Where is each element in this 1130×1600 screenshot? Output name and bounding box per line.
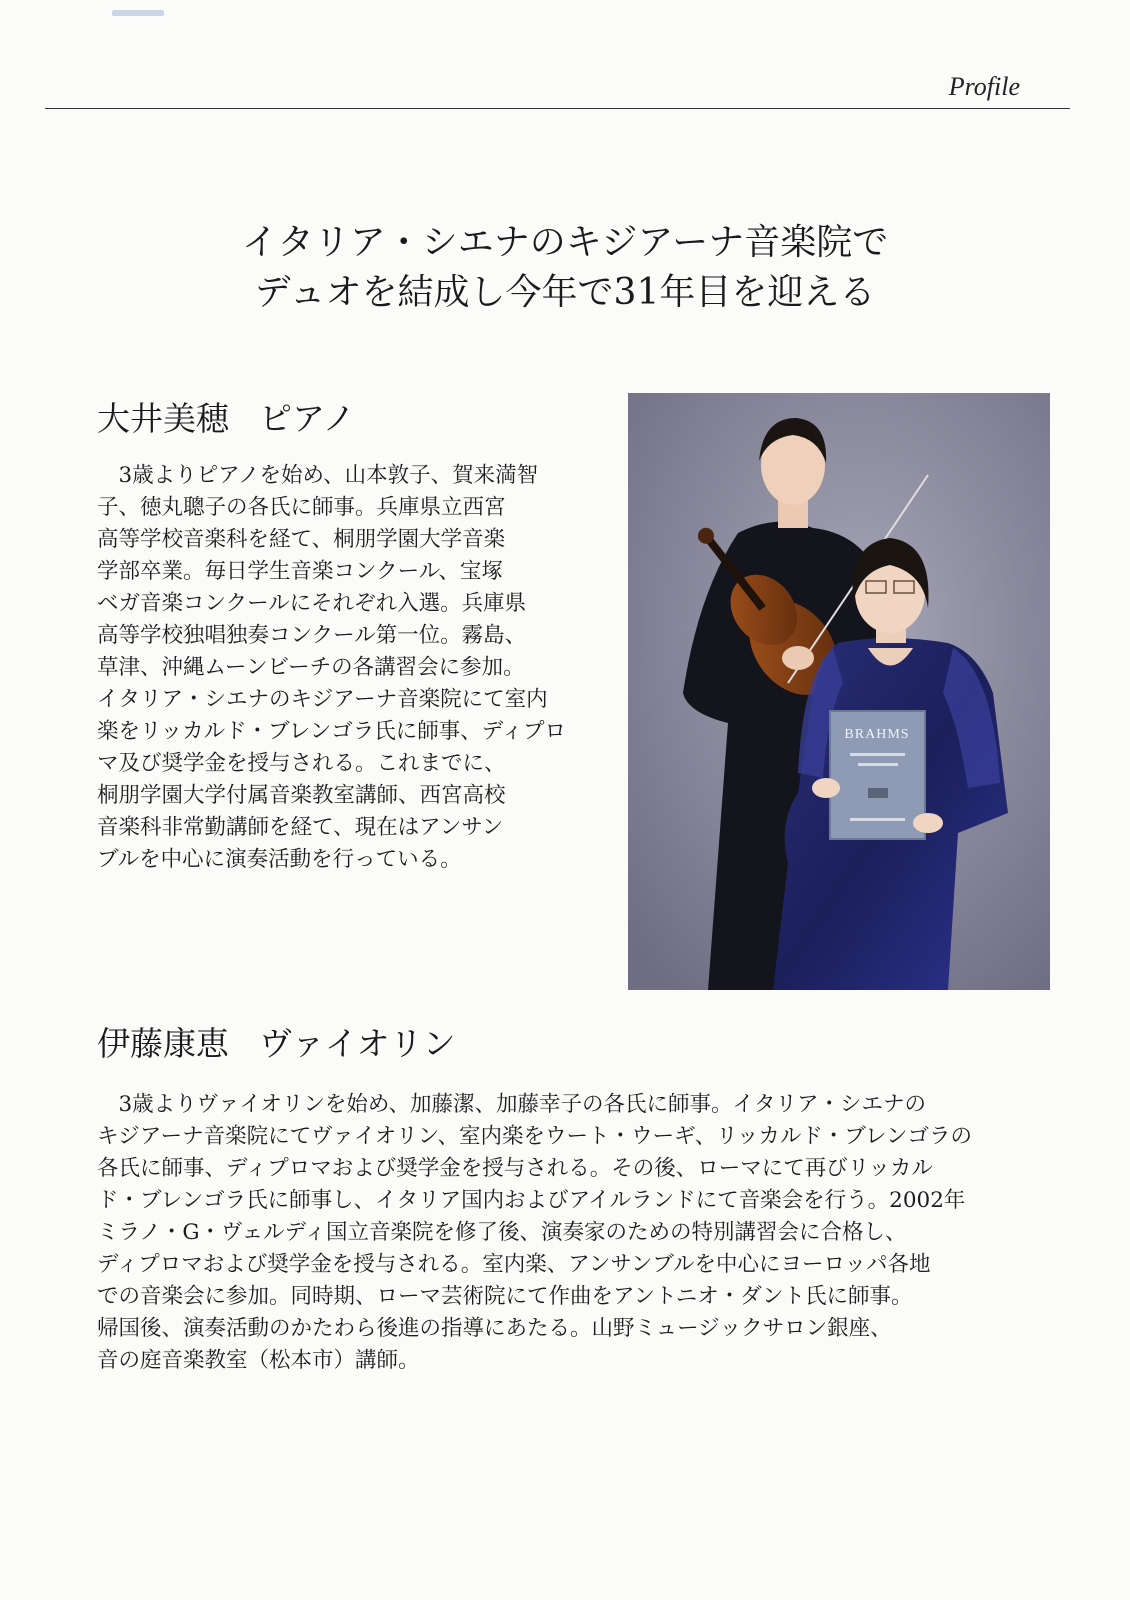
pianist-bio	[97, 460, 566, 876]
bio-line: ブルを中心に演奏活動を行っている。	[97, 847, 462, 872]
bio-line: イタリア・シエナのキジアーナ音楽院にて室内	[97, 687, 548, 712]
bio-line: 3歳よりヴァイオリンを始め、加藤潔、加藤幸子の各氏に師事。イタリア・シエナの	[97, 1092, 926, 1117]
bio-line: 高等学校音楽科を経て、桐朋学園大学音楽	[97, 527, 506, 552]
bio-line: 草津、沖縄ムーンビーチの各講習会に参加。	[97, 655, 525, 680]
book-title: BRAHMS	[844, 727, 910, 742]
headline	[0, 218, 1130, 318]
bio-line: 学部卒業。毎日学生音楽コンクール、宝塚	[97, 559, 503, 584]
bio-line: 3歳よりピアノを始め、山本敦子、賀来満智	[97, 463, 539, 488]
bio-line: ディプロマおよび奨学金を授与される。室内楽、アンサンブルを中心にヨーロッパ各地	[97, 1252, 931, 1277]
bio-line: 高等学校独唱独奏コンクール第一位。霧島、	[97, 623, 527, 648]
bio-line: ベガ音楽コンクールにそれぞれ入選。兵庫県	[97, 591, 527, 616]
bio-line: 音の庭音楽教室（松本市）講師。	[97, 1348, 420, 1373]
violinist-role: ヴァイオリン	[259, 1024, 456, 1063]
duo-photo	[628, 393, 1050, 990]
bio-line: ミラノ・G・ヴェルディ国立音楽院を修了後、演奏家のための特別講習会に合格し、	[97, 1220, 907, 1245]
headline-line-1: イタリア・シエナのキジアーナ音楽院で	[241, 222, 889, 263]
bio-line: での音楽会に参加。同時期、ローマ芸術院にて作曲をアントニオ・ダント氏に師事。	[97, 1284, 913, 1309]
bio-line: マ及び奨学金を授与される。これまでに、	[97, 751, 506, 776]
bio-line: 楽をリッカルド・ブレンゴラ氏に師事、ディプロ	[97, 719, 567, 744]
bio-line: 帰国後、演奏活動のかたわら後進の指導にあたる。山野ミュージックサロン銀座、	[97, 1316, 892, 1341]
violinist-name: 伊藤康恵	[97, 1024, 229, 1063]
violinist-heading	[97, 1018, 456, 1065]
pianist-name: 大井美穂	[97, 399, 229, 438]
bio-line: 桐朋学園大学付属音楽教室講師、西宮高校	[97, 783, 506, 808]
scan-mark	[112, 10, 164, 16]
pianist-heading	[97, 393, 355, 440]
headline-line-2: デュオを結成し今年で31年目を迎える	[254, 272, 876, 313]
bio-line: 子、徳丸聰子の各氏に師事。兵庫県立西宮	[97, 495, 506, 520]
pianist-role: ピアノ	[259, 399, 356, 438]
section-label: Profile	[948, 72, 1020, 101]
header-rule	[45, 108, 1070, 109]
bio-line: ド・ブレンゴラ氏に師事し、イタリア国内およびアイルランドにて音楽会を行う。2002年	[97, 1188, 966, 1213]
violinist-bio	[97, 1089, 972, 1377]
bio-line: 各氏に師事、ディプロマおよび奨学金を授与される。その後、ローマにて再びリッカル	[97, 1156, 933, 1181]
bio-line: 音楽科非常勤講師を経て、現在はアンサン	[97, 815, 504, 840]
bio-line: キジアーナ音楽院にてヴァイオリン、室内楽をウート・ウーギ、リッカルド・ブレンゴラの	[97, 1124, 972, 1149]
